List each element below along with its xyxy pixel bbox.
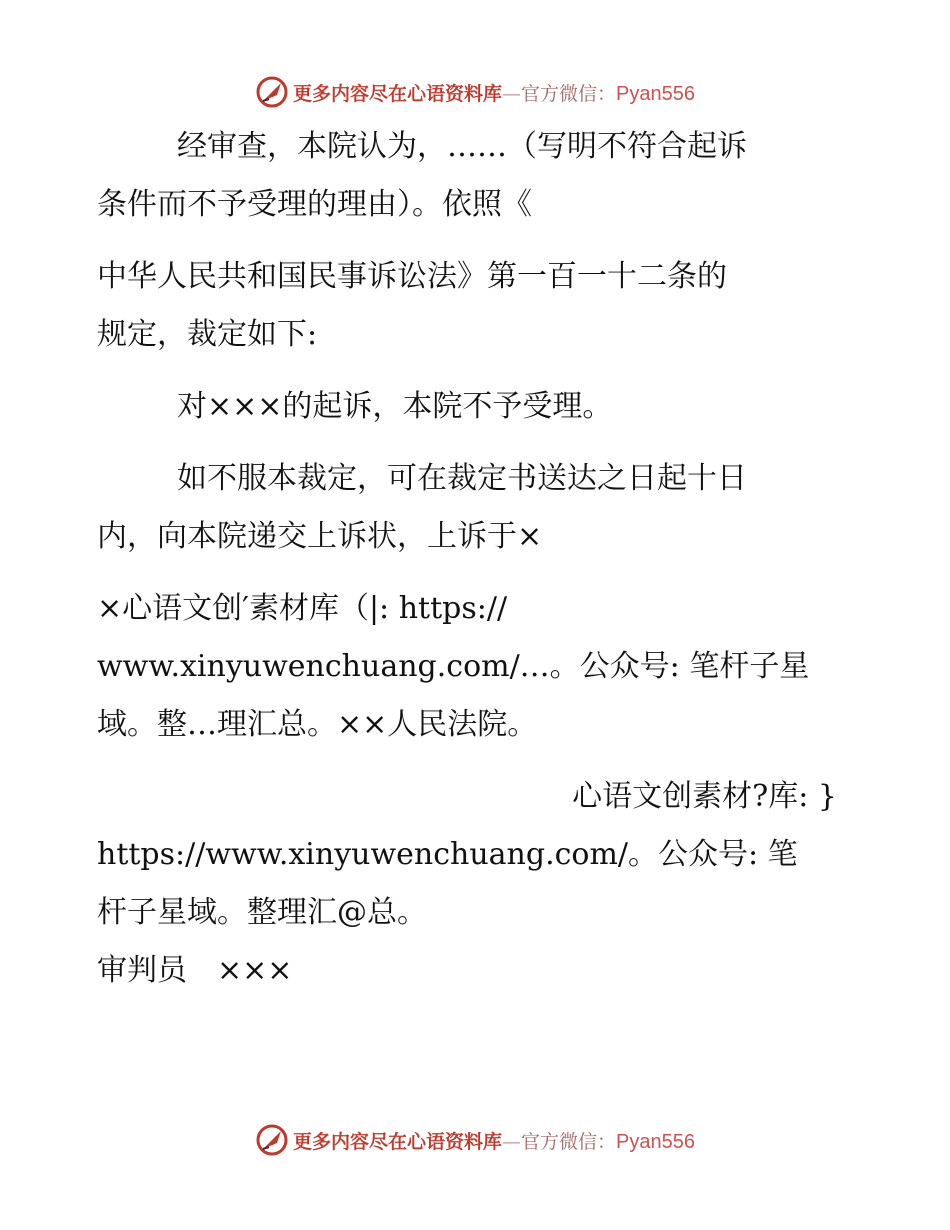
paragraph-line: 中华人民共和国民事诉讼法》第一百一十二条的	[97, 259, 727, 294]
quill-logo-icon	[255, 75, 289, 109]
paragraph-line: 心语文创素材?库: }	[572, 779, 837, 814]
paragraph-line: 内，向本院递交上诉状，上诉于×	[97, 519, 543, 554]
paragraph-line: 条件而不予受理的理由）。依照《	[97, 187, 532, 222]
quill-logo-icon	[255, 1123, 289, 1157]
document-body	[97, 118, 837, 1000]
paragraph-line: https://www.xinyuwenchuang.com/。公众号: 笔	[97, 837, 798, 872]
paragraph-line: 杆子星域。整理汇@总。	[97, 895, 427, 930]
paragraph-line: 规定，裁定如下:	[97, 317, 318, 352]
paragraph-line: www.xinyuwenchuang.com/…。公众号: 笔杆子星	[97, 649, 810, 684]
header-watermark	[0, 72, 950, 112]
paragraph-line: 域。整…理汇总。××人民法院。	[97, 707, 538, 742]
paragraph-line: 对×××的起诉，本院不予受理。	[177, 389, 613, 424]
watermark-text: 更多内容尽在心语资料库—官方微信：Pyan556	[293, 1130, 695, 1153]
paragraph-line: ×心语文创′素材库（|: https://	[97, 591, 508, 626]
watermark-text: 更多内容尽在心语资料库—官方微信：Pyan556	[293, 82, 695, 105]
paragraph-line: 经审查，本院认为，……（写明不符合起诉	[177, 129, 747, 164]
paragraph-line: 如不服本裁定，可在裁定书送达之日起十日	[177, 461, 747, 496]
signature-line: 审判员 ×××	[97, 953, 293, 988]
footer-watermark	[0, 1120, 950, 1160]
